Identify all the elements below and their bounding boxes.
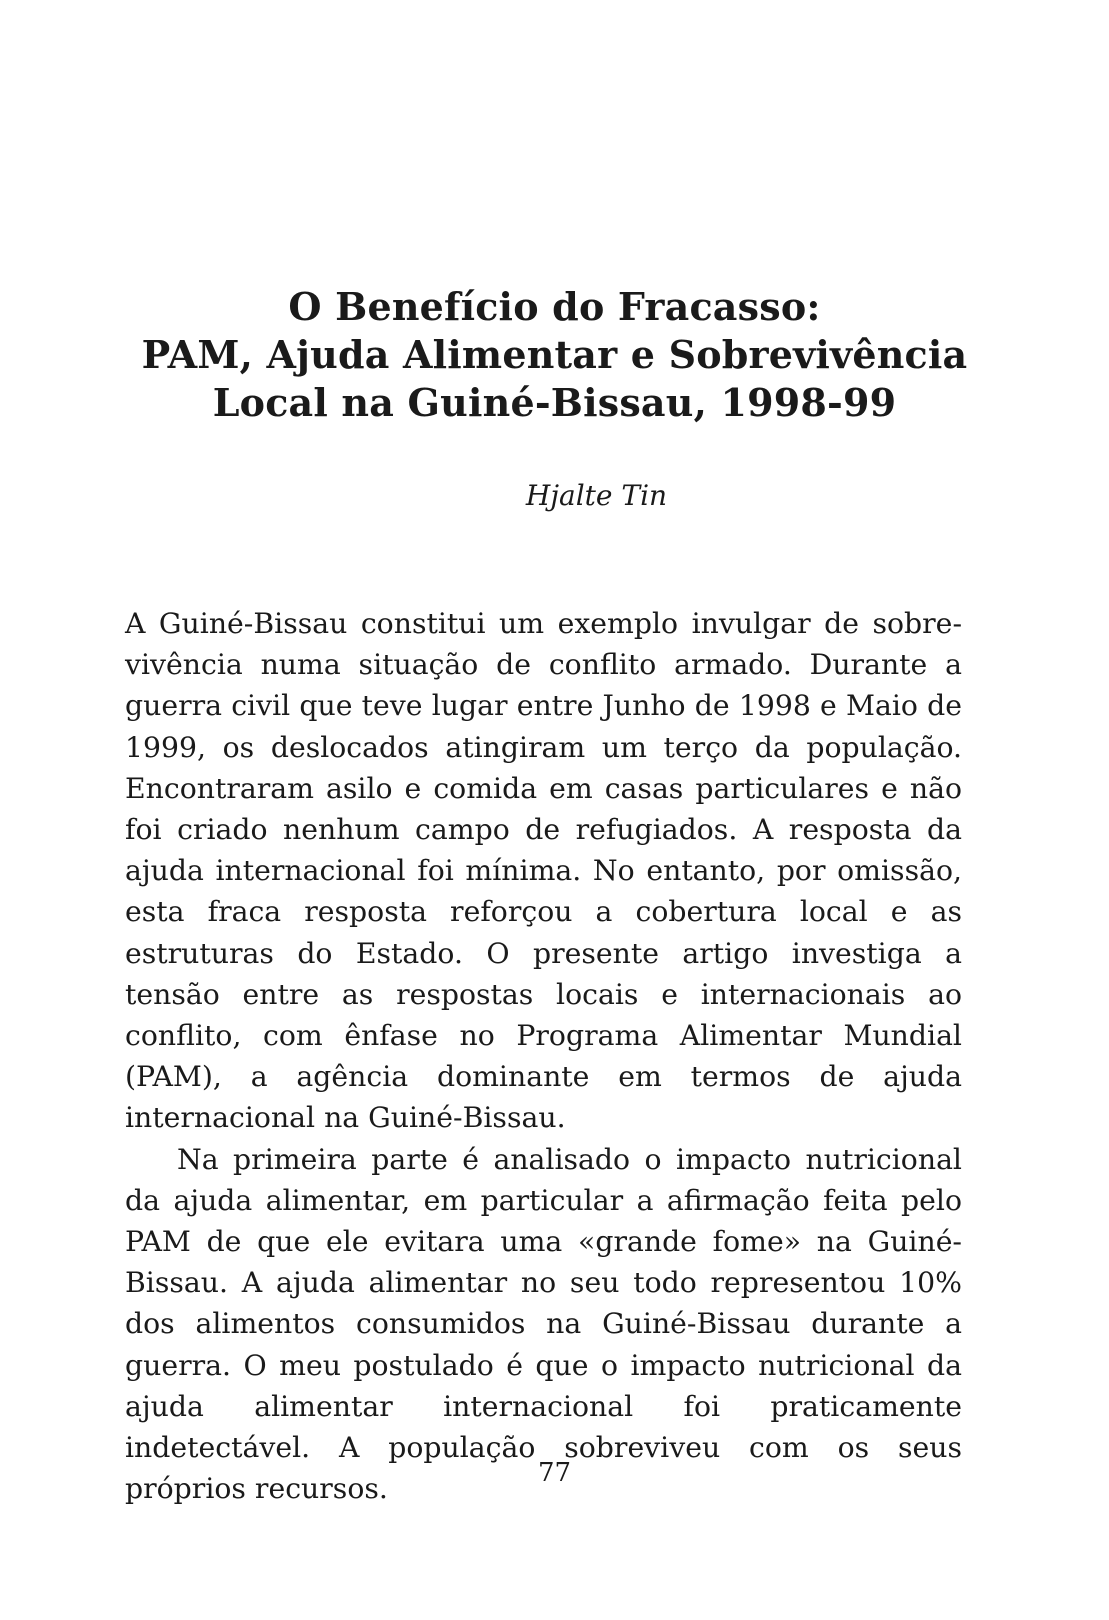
article-body — [125, 603, 962, 1509]
page-number: 77 — [537, 1458, 572, 1488]
title-line-3: Local na Guiné-Bissau, 1998-99 — [212, 380, 897, 425]
title-line-1: O Benefício do Fracasso: — [288, 284, 821, 329]
author-name: Hjalte Tin — [525, 479, 668, 512]
title-line-2: PAM, Ajuda Alimentar e Sobrevivência — [141, 332, 968, 377]
paragraph-1: A Guiné-Bissau constitui um exemplo invulgar de sobrevivência numa situação de conflito armado. Durante a guerra civil que teve lugar entre Junho de 1998 e Maio de 1999, os deslocados atingiram um terço da população. Encontraram asilo e comida em casas particulares e não foi criado nenhum campo de refugiados. A resposta da ajuda internacional foi mínima. No entanto, por omissão, esta fraca resposta reforçou a cobertura local e as estruturas do Estado. O presente artigo investiga a tensão entre as respostas locais e internacionais ao conflito, com ênfase no Programa Alimentar Mundial (PAM), a agência dominante em termos de ajuda internacional na Guiné-Bissau. — [125, 607, 962, 1135]
article-title — [120, 283, 989, 427]
paragraph-2: Na primeira parte é analisado o impacto nutricional da ajuda alimentar, em particular a afirmação feita pelo PAM de que ele evitara uma «grande fome» na Guiné-Bissau. A ajuda alimentar no seu todo representou 10% dos alimentos consumidos na Guiné-Bissau durante a guerra. O meu postulado é que o impacto nutricional da ajuda alimentar internacional foi praticamente indetectável. A população sobreviveu com os seus próprios recursos. — [125, 1142, 962, 1506]
